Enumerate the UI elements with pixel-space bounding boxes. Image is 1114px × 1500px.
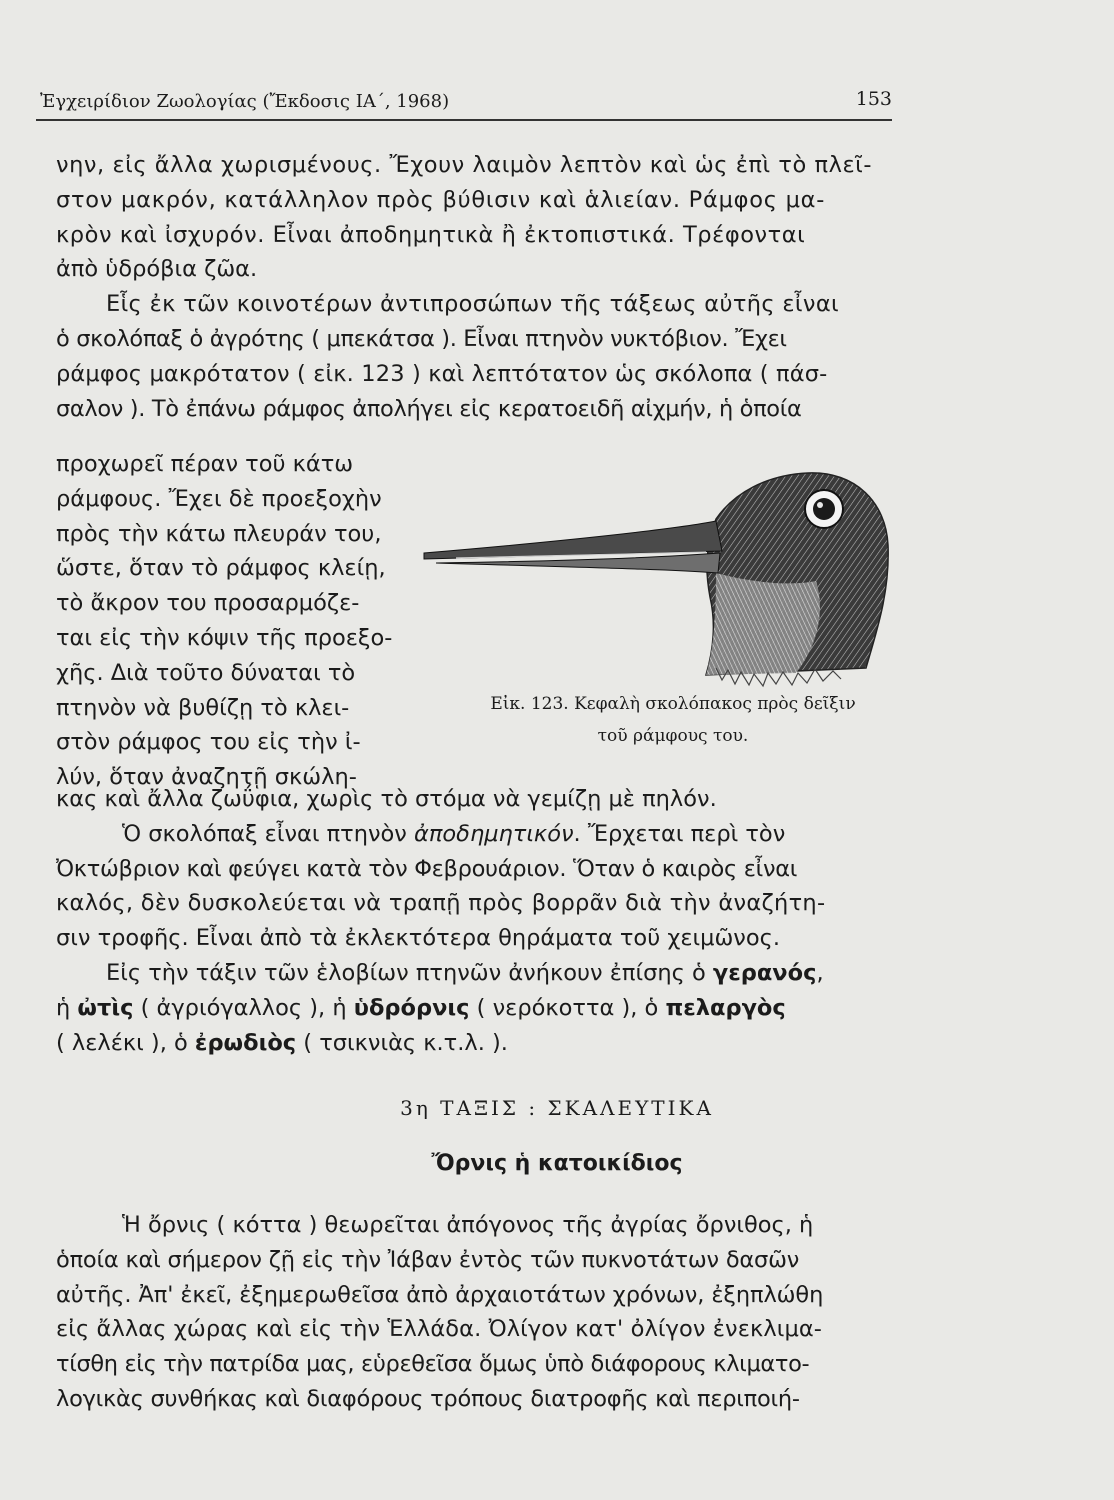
text-line: αὐτῆς. Ἀπ' ἐκεῖ, ἐξημερωθεῖσα ἀπὸ ἀρχαιοτάτων χρόνων, ἐξηπλώθη xyxy=(56,1281,824,1308)
text-line xyxy=(56,1026,825,1061)
text-line: Ἡ ὄρνις ( κόττα ) θεωρεῖται ἀπόγονος τῆς ἀγρίας ὄρνιθος, ἡ xyxy=(122,1212,814,1238)
text-line: ται εἰς τὴν κόψιν τῆς προεξο- xyxy=(56,624,393,651)
text-line: χῆς. Διὰ τοῦτο δύναται τὸ xyxy=(56,659,356,686)
paragraph-migration xyxy=(56,782,825,1060)
text-line xyxy=(56,817,825,852)
text-line: προχωρεῖ πέραν τοῦ κάτω xyxy=(56,451,354,477)
page-number: 153 xyxy=(855,88,892,110)
eye-pupil xyxy=(813,498,835,520)
text-line: ὁποία καὶ σήμερον ζῇ εἰς τὴν Ἰάβαν ἐντὸς τῶν πυκνοτάτων δασῶν xyxy=(56,1246,800,1273)
caption-line: τοῦ ράμφους του. xyxy=(597,726,749,746)
bold-term: ὑδρόρνις xyxy=(353,994,470,1021)
text-line: καλός, δὲν δυσκολεύεται νὰ τραπῇ πρὸς βορρᾶν διὰ τὴν ἀναζήτη- xyxy=(56,890,826,917)
italic-term: ἀποδημητικόν xyxy=(414,820,574,847)
text-run: ἡ xyxy=(56,994,78,1021)
throat-shape xyxy=(706,573,820,675)
paragraph-beside-figure xyxy=(56,447,392,795)
text-run: ( τσικνιὰς κ.τ.λ. ). xyxy=(296,1029,508,1056)
text-line: λογικὰς συνθήκας καὶ διαφόρους τρόπους διατροφῆς καὶ περιποιή- xyxy=(56,1385,800,1412)
text-line: Εἷς ἐκ τῶν κοινοτέρων ἀντιπροσώπων τῆς τάξεως αὐτῆς εἶναι xyxy=(106,291,839,318)
upper-beak xyxy=(424,521,722,559)
bold-term: γερανός xyxy=(712,959,817,986)
snipe-head-figure xyxy=(416,463,894,691)
running-header xyxy=(40,86,892,118)
text-run: ( λελέκι ), ὁ xyxy=(56,1029,195,1056)
text-line: ράμφος μακρότατον ( εἰκ. 123 ) καὶ λεπτότατον ὡς σκόλοπα ( πάσ- xyxy=(56,360,828,387)
caption-line: Εἰκ. 123. Κεφαλὴ σκολόπακος πρὸς δεῖξιν xyxy=(490,694,856,714)
text-line: πτηνὸν νὰ βυθίζῃ τὸ κλει- xyxy=(56,694,350,721)
text-line: εἰς ἄλλας χώρας καὶ εἰς τὴν Ἑλλάδα. Ὀλίγον κατ' ὀλίγον ἐνεκλιμα- xyxy=(56,1316,823,1343)
text-line: σιν τροφῆς. Εἶναι ἀπὸ τὰ ἐκλεκτότερα θηράματα τοῦ χειμῶνος. xyxy=(56,925,780,952)
text-line: κρὸν καὶ ἰσχυρόν. Εἶναι ἀποδημητικὰ ἢ ἐκτοπιστικά. Τρέφονται xyxy=(56,221,806,248)
text-line: τὸ ἄκρον του προσαρμόζε- xyxy=(56,590,360,617)
text-line: τίσθη εἰς τὴν πατρίδα μας, εὑρεθεῖσα ὅμως ὑπὸ διάφορους κλιματο- xyxy=(56,1351,810,1378)
text-line: ράμφους. Ἔχει δὲ προεξοχὴν xyxy=(56,485,382,512)
bold-term: ἐρωδιὸς xyxy=(194,1029,297,1056)
bold-term: ὠτὶς xyxy=(77,994,134,1021)
paragraph-hen xyxy=(56,1208,823,1417)
text-line: ὥστε, ὅταν τὸ ράμφος κλείῃ, xyxy=(56,555,386,582)
text-line: ἀπὸ ὑδρόβια ζῶα. xyxy=(56,256,258,283)
bold-term: πελαργὸς xyxy=(665,994,786,1021)
text-line: κας καὶ ἄλλα ζωΰφια, χωρὶς τὸ στόμα νὰ γεμίζῃ μὲ πηλόν. xyxy=(56,786,717,812)
eye-glint xyxy=(817,502,823,508)
text-line xyxy=(56,991,825,1026)
text-run: Εἰς τὴν τάξιν τῶν ἑλοβίων πτηνῶν ἀνήκουν ἐπίσης ὁ xyxy=(106,959,713,986)
subsection-heading: Ὄρνις ἡ κατοικίδιος xyxy=(431,1151,683,1176)
text-line: στὸν ράμφος του εἰς τὴν ἰ- xyxy=(56,729,361,756)
text-run: ( νερόκοττα ), ὁ xyxy=(469,994,666,1021)
text-run: ( ἀγριόγαλλος ), ἡ xyxy=(133,994,354,1021)
text-run: . Ἔρχεται περὶ τὸν xyxy=(573,820,786,847)
paragraph-intro xyxy=(56,148,872,426)
section-heading: 3η ΤΑΞΙΣ : ΣΚΑΛΕΥΤΙΚΑ xyxy=(400,1096,714,1120)
header-rule xyxy=(36,119,892,121)
text-line: Ὀκτώβριον καὶ φεύγει κατὰ τὸν Φεβρουάριον. Ὅταν ὁ καιρὸς εἶναι xyxy=(56,855,798,882)
text-line: πρὸς τὴν κάτω πλευράν του, xyxy=(56,520,382,547)
text-line: ὁ σκολόπαξ ὁ ἀγρότης ( μπεκάτσα ). Εἶναι πτηνὸν νυκτόβιον. Ἔχει xyxy=(56,325,787,352)
book-title: Ἐγχειρίδιον Ζωολογίας (Ἔκδοσις ΙΑ΄, 1968) xyxy=(40,91,450,112)
text-line: λύν, ὅταν ἀναζητῇ σκώλη- xyxy=(56,764,357,791)
snipe-head-illustration xyxy=(416,463,894,691)
text-line: σαλον ). Τὸ ἐπάνω ράμφος ἀπολήγει εἰς κερατοειδῆ αἰχμήν, ἡ ὁποία xyxy=(56,395,802,422)
text-line xyxy=(56,956,825,991)
text-run: , xyxy=(816,959,824,986)
text-run: Ὁ σκολόπαξ εἶναι πτηνὸν xyxy=(122,820,415,847)
text-line: στον μακρόν, κατάλληλον πρὸς βύθισιν καὶ ἁλιείαν. Ράμφος μα- xyxy=(56,186,826,213)
figure-caption xyxy=(438,688,908,752)
text-line: νην, εἰς ἄλλα χωρισμένους. Ἔχουν λαιμὸν λεπτὸν καὶ ὡς ἐπὶ τὸ πλεῖ- xyxy=(56,152,872,178)
